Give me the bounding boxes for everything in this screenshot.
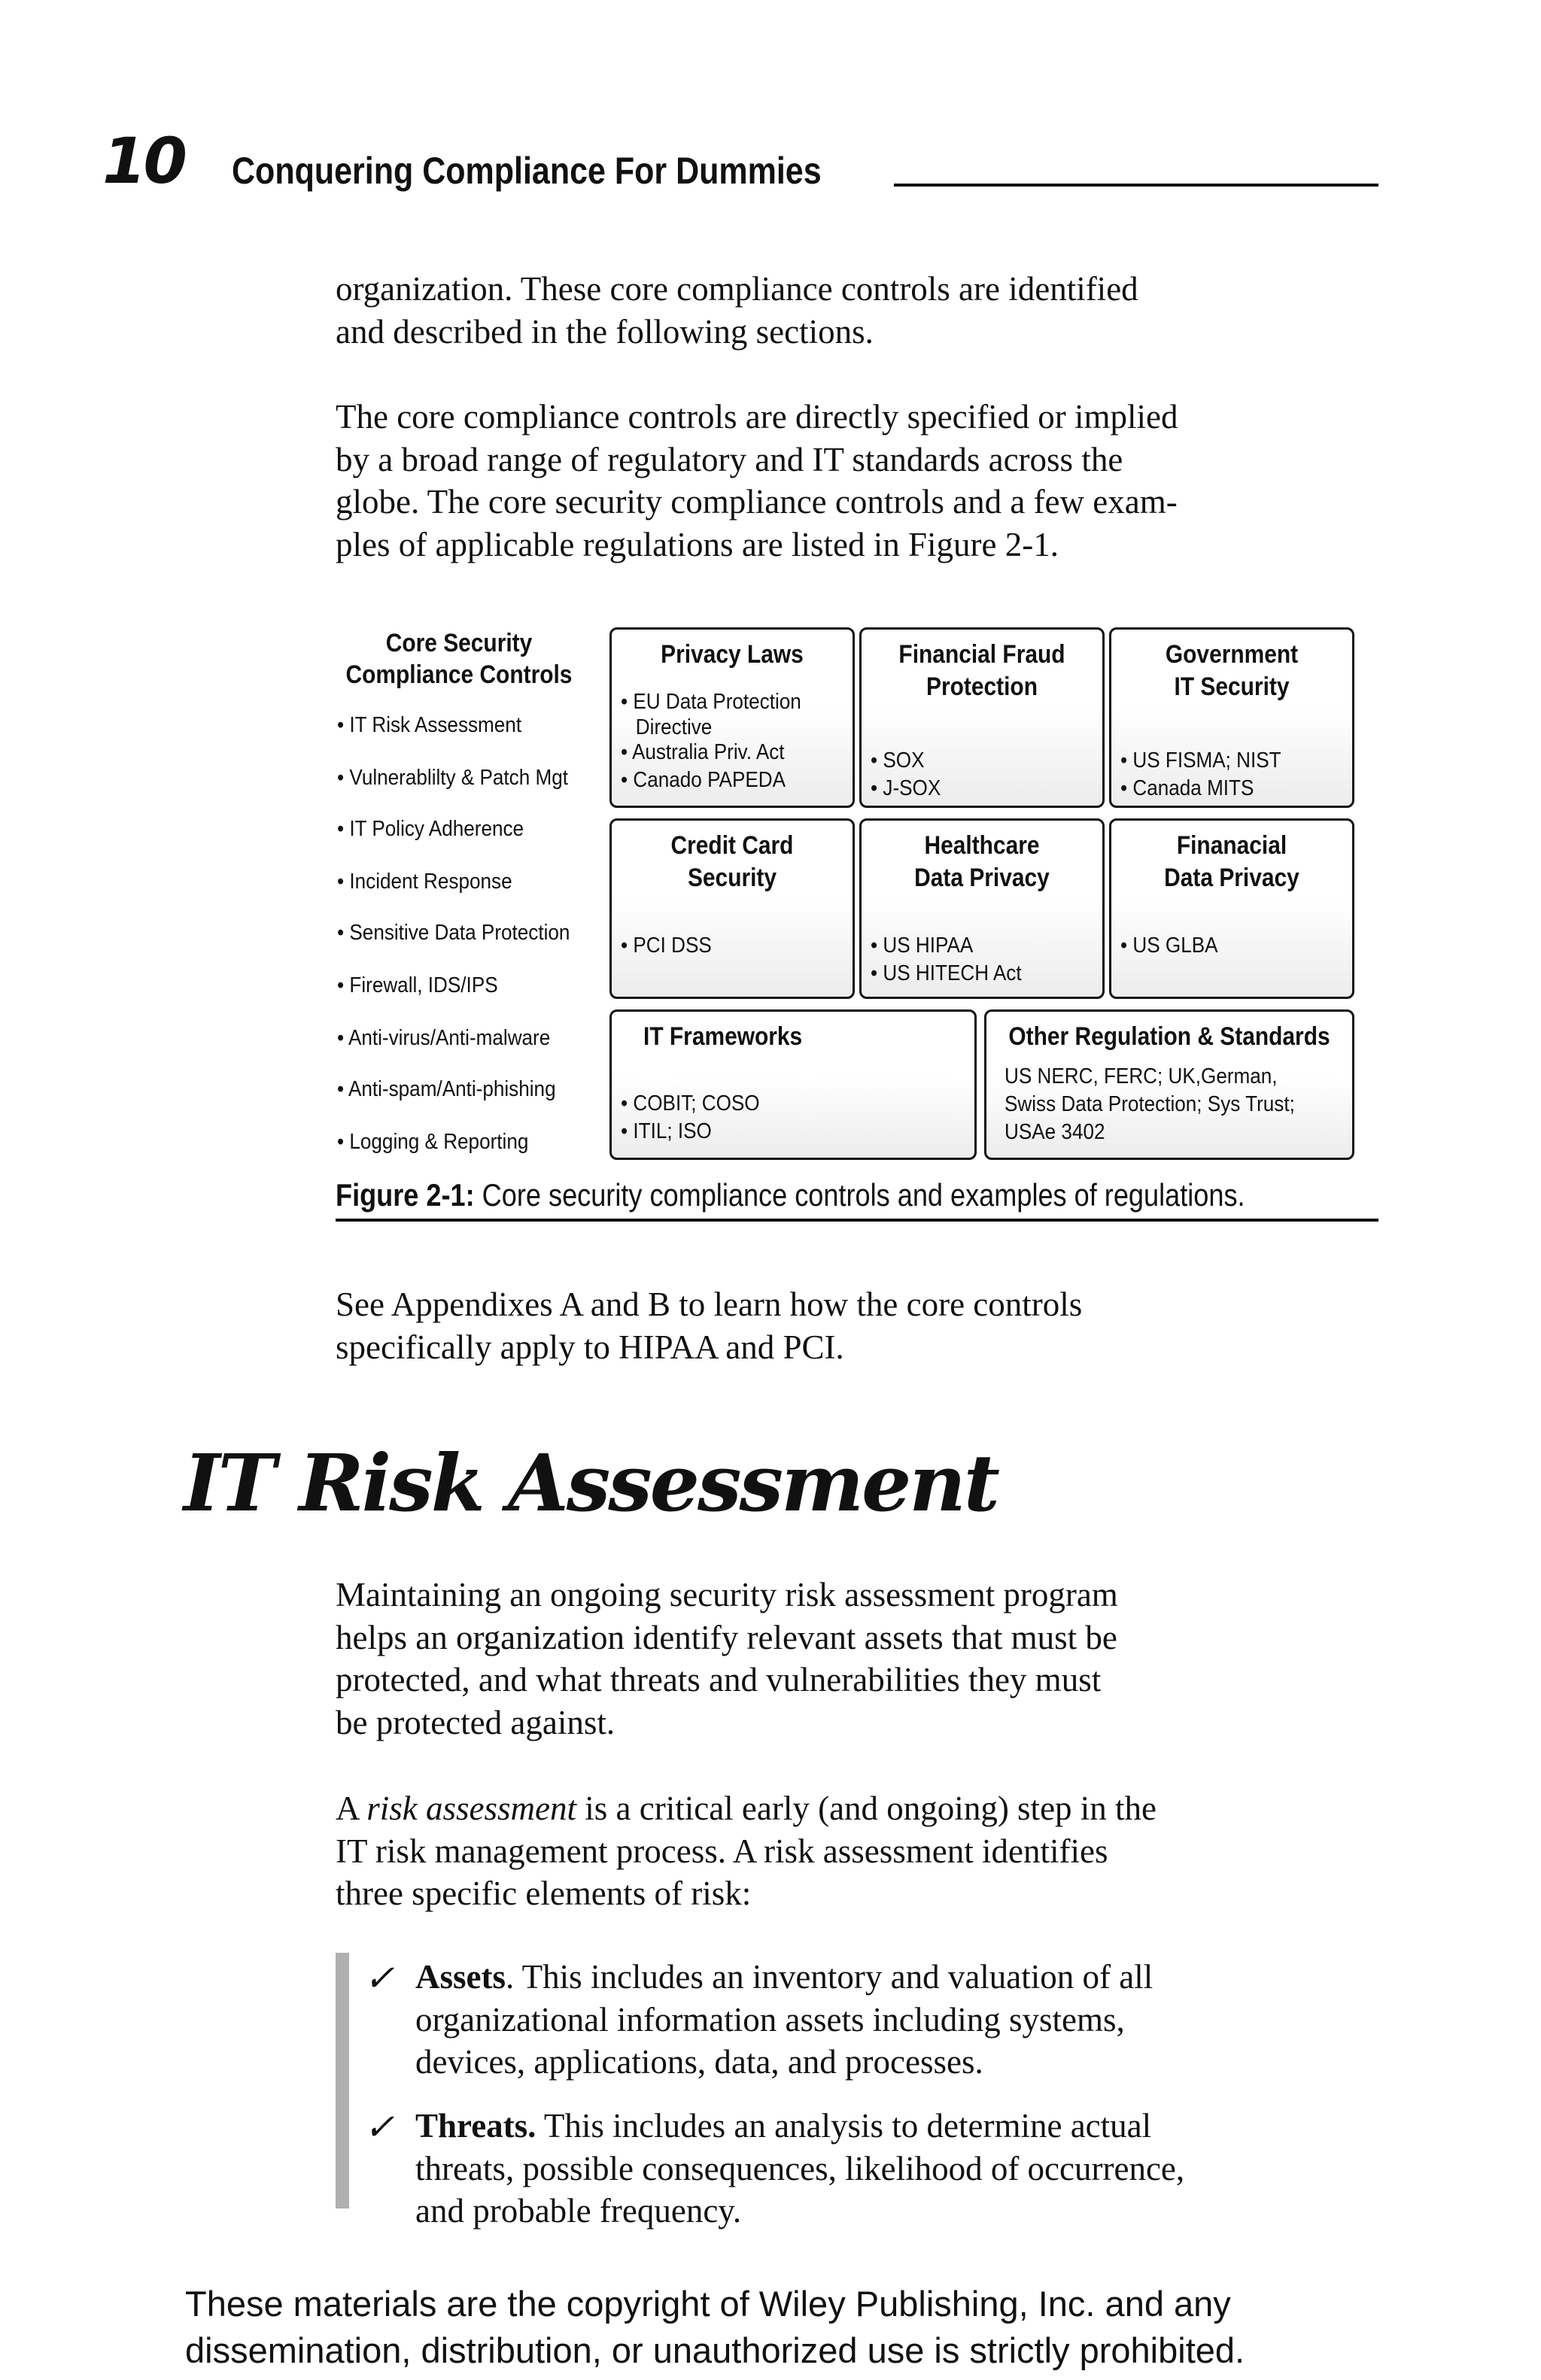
box-title-line: Credit Card — [670, 831, 794, 860]
section-paragraph-1 — [336, 1574, 1389, 1744]
control-item: • Firewall, IDS/IPS — [337, 973, 498, 997]
box-items — [1120, 747, 1281, 803]
box-item: • PCI DSS — [621, 933, 712, 958]
emphasis-term: risk assessment — [366, 1790, 577, 1827]
bullet-threats — [415, 2105, 1394, 2233]
text-line: be protected against. — [336, 1703, 615, 1741]
box-title — [1126, 830, 1338, 894]
caption-text: Core security compliance controls and examples of regulations. — [474, 1177, 1245, 1213]
footer-line: These materials are the copyright of Wiley Publishing, Inc. and any — [185, 2284, 1231, 2324]
text-line: organizational information assets including systems, — [415, 2000, 1125, 2038]
controls-title-line: Compliance Controls — [345, 660, 573, 689]
text-line: organization. These core compliance controls are identified — [336, 270, 1138, 308]
box-items — [871, 932, 1022, 988]
box-item: • COBIT; COSO — [621, 1091, 760, 1116]
box-title: Privacy Laws — [661, 640, 804, 669]
footer-line: dissemination, distribution, or unauthorized use is strictly prohibited. — [185, 2330, 1245, 2370]
text-line: globe. The core security compliance controls and a few exam- — [336, 483, 1178, 521]
bullet-assets — [415, 1956, 1394, 2084]
box-item: • US HIPAA — [871, 933, 974, 958]
text-line: three specific elements of risk: — [336, 1875, 752, 1912]
box-privacy-laws — [609, 627, 855, 808]
text-line: Maintaining an ongoing security risk assessment program — [336, 1576, 1118, 1613]
box-title-line: Security — [687, 864, 777, 892]
text-line: The core compliance controls are directly specified or implied — [336, 398, 1178, 436]
box-item: • US FISMA; NIST — [1120, 748, 1281, 773]
box-item: Directive — [635, 715, 713, 739]
text-line: by a broad range of regulatory and IT standards across the — [336, 440, 1123, 478]
section-paragraph-2 — [336, 1787, 1389, 1915]
text-line: helps an organization identify relevant assets that must be — [336, 1618, 1117, 1656]
box-title: Other Regulation & Standards — [1008, 1022, 1330, 1051]
box-items — [1005, 1063, 1295, 1146]
appendix-paragraph — [336, 1283, 1389, 1368]
box-items — [871, 747, 941, 803]
box-item: • Australia Priv. Act — [621, 740, 785, 764]
box-title — [626, 830, 838, 894]
running-title: Conquering Compliance For Dummies — [232, 150, 822, 192]
box-title-line: Data Privacy — [914, 864, 1050, 892]
box-credit-card-security — [609, 818, 855, 999]
copyright-footer — [185, 2281, 1245, 2374]
box-healthcare-data-privacy — [859, 818, 1105, 999]
box-item: • Canado PAPEDA — [621, 768, 786, 792]
text-line: ples of applicable regulations are listed in Figure 2-1. — [336, 525, 1059, 563]
controls-title — [333, 627, 585, 691]
control-item: • IT Risk Assessment — [337, 713, 522, 737]
box-financial-fraud-protection — [859, 627, 1105, 808]
text-run: A — [336, 1790, 367, 1827]
box-item: • US HITECH Act — [871, 961, 1022, 985]
text-line: and probable frequency. — [415, 2192, 742, 2230]
text-line: devices, applications, data, and processes. — [415, 2043, 983, 2081]
box-item: • Canada MITS — [1120, 776, 1254, 800]
control-item: • Anti-virus/Anti-malware — [337, 1026, 551, 1050]
box-item: • SOX — [871, 748, 925, 773]
text-line — [415, 2105, 1394, 2148]
page-number: 10 — [102, 124, 184, 198]
control-item: • Sensitive Data Protection — [337, 921, 570, 945]
box-item: Swiss Data Protection; Sys Trust; — [1005, 1092, 1295, 1116]
text-run: . This includes an inventory and valuation of all — [506, 1958, 1153, 1996]
bullet-sidebar — [336, 1953, 349, 2208]
box-item: US NERC, FERC; UK,German, — [1005, 1064, 1278, 1088]
box-title — [1126, 639, 1338, 703]
figure-caption — [336, 1179, 1245, 1211]
check-icon: ✓ — [361, 2106, 403, 2148]
control-item: • Logging & Reporting — [337, 1130, 529, 1154]
box-financial-data-privacy — [1109, 818, 1354, 999]
section-heading: IT Risk Assessment — [184, 1437, 998, 1529]
box-items — [621, 1090, 760, 1146]
figure-2-1 — [316, 617, 1384, 1234]
box-item: • EU Data Protection — [621, 690, 801, 714]
box-items — [621, 688, 801, 794]
box-title — [876, 639, 1088, 703]
box-title-line: Healthcare — [924, 831, 1040, 860]
box-title-line: Data Privacy — [1164, 864, 1299, 892]
text-line: threats, possible consequences, likelihood of occurrence, — [415, 2149, 1185, 2187]
box-title-line: IT Security — [1174, 672, 1290, 701]
intro-paragraph-1 — [336, 268, 1389, 353]
box-title — [876, 830, 1088, 894]
box-it-frameworks — [609, 1009, 977, 1160]
text-run: is a critical early (and ongoing) step in the — [576, 1790, 1157, 1827]
check-icon: ✓ — [361, 1957, 403, 1999]
box-other-regulation-standards — [984, 1009, 1354, 1160]
text-run: This includes an analysis to determine actual — [536, 2107, 1152, 2145]
controls-title-line: Core Security — [385, 629, 533, 657]
control-item: • Incident Response — [337, 870, 512, 894]
box-title-line: Protection — [926, 672, 1038, 701]
box-items — [1120, 932, 1218, 960]
box-title-line: Finanacial — [1176, 831, 1287, 860]
text-line: specifically apply to HIPAA and PCI. — [336, 1328, 844, 1366]
box-title-line: Government — [1165, 640, 1299, 669]
text-line — [336, 1787, 1389, 1830]
caption-label: Figure 2-1: — [336, 1177, 475, 1213]
intro-paragraph-2 — [336, 396, 1389, 566]
text-line: protected, and what threats and vulnerabilities they must — [336, 1661, 1102, 1698]
control-item: • Anti-spam/Anti-phishing — [337, 1077, 556, 1101]
text-line — [415, 1956, 1394, 1999]
box-title: IT Frameworks — [643, 1022, 803, 1051]
bullet-term: Assets — [415, 1958, 506, 1996]
box-title-line: Financial Fraud — [898, 640, 1065, 669]
box-item: USAe 3402 — [1005, 1120, 1105, 1144]
text-line: See Appendixes A and B to learn how the core controls — [336, 1286, 1083, 1323]
box-item: • ITIL; ISO — [621, 1119, 712, 1143]
text-line: and described in the following sections. — [336, 312, 874, 351]
header-rule — [894, 184, 1378, 187]
bullet-term: Threats. — [415, 2107, 536, 2145]
box-government-it-security — [1109, 627, 1354, 808]
text-line: IT risk management process. A risk assessment identifies — [336, 1832, 1108, 1870]
control-item: • Vulnerablilty & Patch Mgt — [337, 766, 569, 790]
caption-rule — [336, 1219, 1378, 1222]
box-item: • US GLBA — [1120, 933, 1218, 958]
box-items — [621, 932, 712, 960]
control-item: • IT Policy Adherence — [337, 817, 524, 841]
box-item: • J-SOX — [871, 776, 941, 800]
